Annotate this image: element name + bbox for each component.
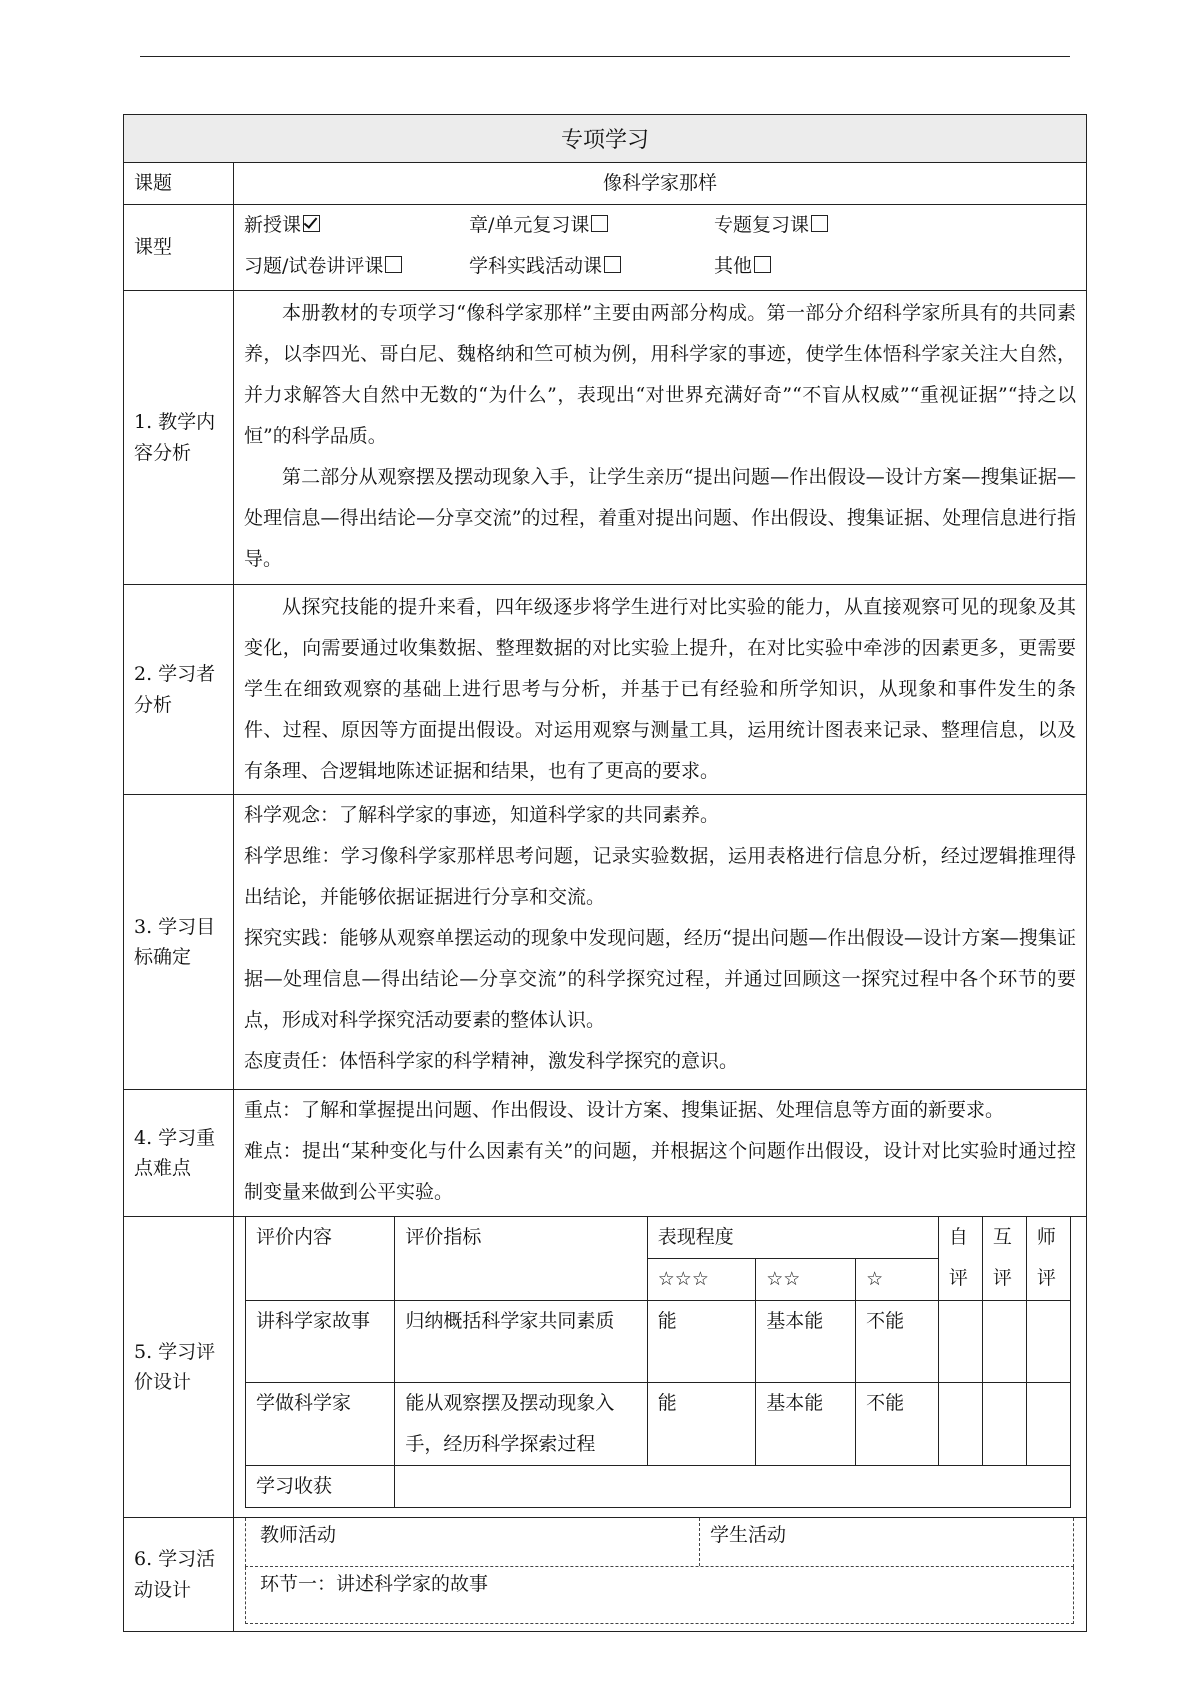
eval-gain-label: 学习收获: [246, 1466, 395, 1508]
section3-label-line2: 标确定: [134, 946, 192, 968]
eval-header-peer: [982, 1217, 1026, 1301]
eval-row-2-level-1: 不能: [856, 1383, 939, 1466]
section2-label-line2: 分析: [134, 693, 173, 716]
eval-header-stars-1: ☆: [856, 1259, 939, 1301]
section-evaluation: [123, 1217, 1087, 1518]
eval-row-2-content: 学做科学家: [246, 1383, 395, 1466]
section6-label-line2: 动设计: [134, 1578, 192, 1601]
checkbox-icon[interactable]: [604, 256, 621, 273]
lesson-type-option-4[interactable]: [244, 246, 469, 287]
eval-header-indicator: 评价指标: [395, 1217, 647, 1301]
section4-label-line1: 4. 学习重: [134, 1126, 216, 1149]
activity-stage-1: [245, 1567, 1074, 1624]
lesson-type-option-label: 其他: [714, 255, 753, 277]
header-rule: [140, 56, 1070, 57]
section3-label: [124, 795, 234, 1089]
lesson-type-option-6[interactable]: [714, 246, 914, 287]
difficult-point: 难点：提出“某种变化与什么因素有关”的问题，并根据这个问题作出假设，设计对比实验时通过控制变量来做到公平实验。: [244, 1140, 1076, 1203]
eval-row-1-indicator: 归纳概括科学家共同素质: [395, 1301, 647, 1383]
eval-row-1: [246, 1301, 1071, 1383]
section2-label-line1: 2. 学习者: [134, 663, 216, 686]
checkbox-icon[interactable]: [811, 215, 828, 232]
section6-label: [124, 1518, 234, 1631]
eval-row-2-self[interactable]: [938, 1383, 982, 1466]
checkbox-icon[interactable]: [754, 256, 771, 273]
section6-label-line1: 6. 学习活: [134, 1548, 216, 1571]
eval-row-1-level-3: 能: [647, 1301, 755, 1383]
section5-label: [124, 1217, 234, 1517]
section-activity-design: [123, 1518, 1087, 1632]
section5-content: [234, 1217, 1086, 1517]
section5-label-line2: 价设计: [134, 1371, 192, 1393]
eval-row-1-level-1: 不能: [856, 1301, 939, 1383]
lesson-type-label: 课型: [124, 205, 234, 290]
section1-label: [124, 291, 234, 584]
lesson-type-option-2[interactable]: [469, 205, 714, 246]
eval-row-2-peer[interactable]: [982, 1383, 1026, 1466]
table-title: [123, 114, 1087, 163]
lesson-type-option-5[interactable]: [469, 246, 714, 287]
eval-row-1-self[interactable]: [938, 1301, 982, 1383]
activity-student-header: 学生活动: [710, 1524, 787, 1546]
eval-header-teacher: [1026, 1217, 1070, 1301]
goal-attitude: 态度责任：体悟科学家的科学精神，激发科学探究的意识。: [244, 1050, 739, 1072]
section1-label-line1: 1. 教学内: [134, 411, 216, 434]
checkbox-icon[interactable]: [385, 256, 402, 273]
lesson-type-option-3[interactable]: [714, 205, 914, 246]
activity-stage-1-text: 环节一：讲述科学家的故事: [260, 1573, 489, 1595]
lesson-type-option-label: 专题复习课: [714, 214, 810, 236]
goal-inquiry-practice: 探究实践：能够从观察单摆运动的现象中发现问题，经历“提出问题—作出假设—设计方案—搜集证据—处理信息—得出结论—分享交流”的科学探究过程，并通过回顾这一探究过程中各个环节的要点，形成对科学探究活动要素的整体认识。: [244, 927, 1076, 1031]
section6-content: [234, 1518, 1086, 1631]
eval-header-content: 评价内容: [246, 1217, 395, 1301]
lesson-type-option-1[interactable]: [244, 205, 469, 246]
eval-header-self: [938, 1217, 982, 1301]
eval-header-self-2: 评: [948, 1267, 968, 1289]
section2-paragraph: 从探究技能的提升来看，四年级逐步将学生进行对比实验的能力，从直接观察可见的现象及其变化，向需要通过收集数据、整理数据的对比实验上提升，在对比实验中牵涉的因素更多，更需要学生在细致观察的基础上进行思考与分析，并基于已有经验和所学知识，从现象和事件发生的条件、过程、原因等方面提出假设。对运用观察与测量工具，运用统计图表来记录、整理信息，以及有条理、合逻辑地陈述证据和结果，也有了更高的要求。: [244, 596, 1076, 782]
section4-content: [234, 1090, 1086, 1216]
section3-label-line1: 3. 学习目: [134, 915, 216, 938]
checkbox-icon[interactable]: [591, 215, 608, 232]
lesson-plan-table: [123, 114, 1087, 1632]
topic-label: 课题: [124, 163, 234, 204]
section2-label: [124, 585, 234, 794]
section-learning-goals: [123, 795, 1087, 1090]
lesson-type-options: [234, 205, 1086, 290]
eval-gain-row: [246, 1466, 1071, 1508]
topic-value: 像科学家那样: [602, 172, 717, 194]
topic-row: [123, 163, 1087, 205]
section1-label-line2: 容分析: [134, 441, 192, 464]
eval-header-level: 表现程度: [647, 1217, 938, 1259]
section2-content: [234, 585, 1086, 794]
lesson-type-option-label: 新授课: [244, 214, 302, 236]
section1-paragraph-1: 本册教材的专项学习“像科学家那样”主要由两部分构成。第一部分介绍科学家所具有的共同素养，以李四光、哥白尼、魏格纳和竺可桢为例，用科学家的事迹，使学生体悟科学家关注大自然，并力求解答大自然中无数的“为什么”，表现出“对世界充满好奇”“不盲从权威”“重视证据”“持之以恒”的科学品质。: [244, 302, 1076, 447]
section-content-analysis: [123, 291, 1087, 585]
section-learner-analysis: [123, 585, 1087, 795]
eval-row-2: [246, 1383, 1071, 1466]
eval-gain-value[interactable]: [395, 1466, 1071, 1508]
section1-content: [234, 291, 1086, 584]
lesson-type-row: [123, 205, 1087, 291]
section5-label-line1: 5. 学习评: [134, 1340, 216, 1363]
eval-header-peer-2: 评: [992, 1267, 1012, 1289]
eval-row-2-level-3: 能: [647, 1383, 755, 1466]
lesson-type-option-label: 章/单元复习课: [469, 214, 590, 236]
activity-header: [245, 1518, 1074, 1567]
eval-header-peer-1: 互: [992, 1226, 1012, 1248]
eval-row-1-teacher[interactable]: [1026, 1301, 1070, 1383]
eval-header-teacher-1: 师: [1036, 1226, 1056, 1248]
eval-row-2-teacher[interactable]: [1026, 1383, 1070, 1466]
key-point: 重点：了解和掌握提出问题、作出假设、设计方案、搜集证据、处理信息等方面的新要求。: [244, 1099, 1005, 1121]
eval-row-2-level-2: 基本能: [756, 1383, 856, 1466]
eval-header-stars-3: ☆☆☆: [647, 1259, 755, 1301]
goal-science-thinking: 科学思维：学习像科学家那样思考问题，记录实验数据，运用表格进行信息分析，经过逻辑推理得出结论，并能够依据证据进行分享和交流。: [244, 845, 1076, 908]
eval-row-1-level-2: 基本能: [756, 1301, 856, 1383]
checked-checkbox-icon[interactable]: [303, 215, 320, 232]
eval-row-2-indicator: 能从观察摆及摆动现象入手，经历科学探索过程: [395, 1383, 647, 1466]
eval-row-1-content: 讲科学家故事: [246, 1301, 395, 1383]
eval-row-1-peer[interactable]: [982, 1301, 1026, 1383]
title-text: 专项学习: [560, 128, 649, 153]
section4-label: [124, 1090, 234, 1216]
eval-header-teacher-2: 评: [1036, 1267, 1056, 1289]
section1-paragraph-2: 第二部分从观察摆及摆动现象入手，让学生亲历“提出问题—作出假设—设计方案—搜集证据—处理信息—得出结论—分享交流”的过程，着重对提出问题、作出假设、搜集证据、处理信息进行指导。: [244, 466, 1076, 570]
section-key-difficulties: [123, 1090, 1087, 1217]
evaluation-table: [245, 1217, 1071, 1508]
eval-header-stars-2: ☆☆: [756, 1259, 856, 1301]
goal-science-concept: 科学观念：了解科学家的事迹，知道科学家的共同素养。: [244, 804, 720, 826]
lesson-type-option-label: 学科实践活动课: [469, 255, 603, 277]
lesson-type-option-label: 习题/试卷讲评课: [244, 255, 384, 277]
section3-content: [234, 795, 1086, 1089]
eval-header-self-1: 自: [948, 1226, 968, 1248]
activity-teacher-header: 教师活动: [246, 1518, 700, 1566]
section4-label-line2: 点难点: [134, 1157, 192, 1179]
